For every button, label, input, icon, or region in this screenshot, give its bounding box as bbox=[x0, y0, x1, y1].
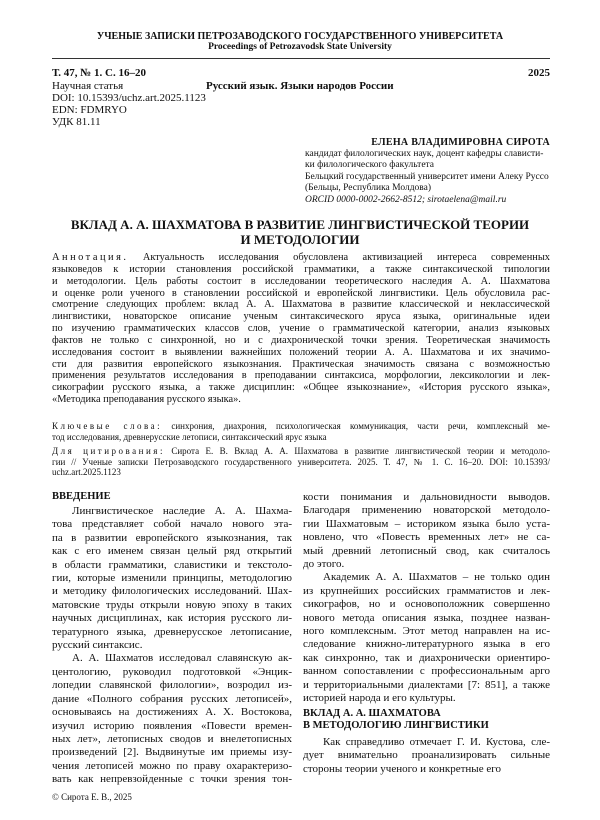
line-text: «Методика преподавания русского языка». bbox=[52, 394, 241, 406]
line-text: сикографии русского языка, а также дисциплин: «Общее языкознание», «История русского языка», bbox=[52, 382, 550, 394]
line-text: гии // Ученые записки Петрозаводского государственного университета. 2025. Т. 47, № 1. С. 16–20. DOI: 10.15393/ bbox=[52, 456, 550, 467]
copyright: © Сирота Е. В., 2025 bbox=[52, 792, 132, 802]
line-text: основываясь на достижениях А. Х. Востокова, bbox=[52, 706, 292, 719]
text-line bbox=[52, 467, 550, 478]
label: Аннотация. bbox=[52, 252, 129, 263]
line-text: ных лет», летописных сводов и внелетописных bbox=[52, 732, 292, 745]
line-text: языковедов к истории становления российской грамматики, а также синтаксической типологии bbox=[52, 263, 550, 275]
line-text: Как справедливо отмечает Г. И. Кустова, сле- bbox=[323, 736, 550, 748]
text-line bbox=[52, 559, 292, 572]
text-line bbox=[52, 518, 292, 531]
line-text: Лингвистическое наследие А. А. Шахма- bbox=[72, 505, 292, 517]
text-line bbox=[52, 652, 292, 665]
line-text: до этого. bbox=[303, 558, 345, 571]
text-line bbox=[52, 252, 550, 264]
text-line bbox=[303, 598, 550, 611]
text-line bbox=[52, 335, 550, 347]
text-line bbox=[303, 558, 550, 571]
line-text: Академик А. А. Шахматов – не только один bbox=[323, 571, 550, 584]
text-line bbox=[52, 572, 292, 585]
doi[interactable]: DOI: 10.15393/uchz.art.2025.1123 bbox=[52, 92, 206, 104]
article-title bbox=[0, 217, 600, 247]
text-line bbox=[52, 457, 550, 468]
line-text: Актуальность исследования обусловлена активизацией интереса современных bbox=[142, 252, 550, 263]
line-text: исследования состоит в выявлении важнейших положений теории А. А. Шахматова и их значимо- bbox=[52, 346, 550, 358]
line-text: стороны теории ученого и конкретные его bbox=[303, 762, 501, 775]
column-right bbox=[303, 491, 550, 706]
affiliation-line: кандидат филологических наук, доцент кафедры слависти- bbox=[305, 149, 544, 159]
section: Русский язык. Языки народов России bbox=[206, 80, 394, 92]
line-text: матовские труды открыли новую эпоху в таких bbox=[52, 598, 292, 611]
volume-info: Т. 47, № 1. С. 16–20 bbox=[52, 67, 146, 79]
line-text: Благодаря применению новаторской методоло- bbox=[303, 504, 550, 517]
author-name: ЕЛЕНА ВЛАДИМИРОВНА СИРОТА bbox=[371, 137, 550, 148]
text-line bbox=[52, 288, 550, 300]
line-text: по изучению грамматических классов слов, учение о грамматической категории, анализ языковых bbox=[52, 323, 550, 335]
line-text: па в развитии европейского языкознания, так bbox=[52, 531, 292, 544]
line-text: научных дисциплинах, как история русского ли- bbox=[52, 612, 292, 625]
title-line: И МЕТОДОЛОГИИ bbox=[240, 232, 360, 247]
line-text: русский синтаксис. bbox=[52, 639, 143, 652]
text-line bbox=[52, 545, 292, 558]
line-text: uchz.art.2025.1123 bbox=[52, 467, 121, 477]
citation bbox=[52, 446, 550, 478]
line-text: ванном сопоставлении с профессиональным арго bbox=[303, 665, 550, 678]
header-rule bbox=[52, 58, 550, 59]
affiliation-line: ки филологического факультета bbox=[305, 160, 435, 171]
text-line bbox=[52, 323, 550, 335]
heading-line: В МЕТОДОЛОГИЮ ЛИНГВИСТИКИ bbox=[303, 720, 489, 731]
line-text: ного комплексным. Этот метод направлен на ис- bbox=[303, 625, 550, 638]
text-line bbox=[52, 505, 292, 518]
line-text: применения результатов исследования в преподавании синтаксиса, морфологии, лексикологии и лек- bbox=[52, 370, 550, 382]
text-line bbox=[52, 760, 292, 773]
line-text: и территориальными диалектами [7: 851], а также bbox=[303, 678, 550, 691]
text-line bbox=[52, 359, 550, 371]
line-text: гии Шахматовым – историком языка было уста- bbox=[303, 517, 550, 530]
text-line bbox=[52, 693, 292, 706]
line-text: тод исследования, древнерусские летописи, синтаксический ярус языка bbox=[52, 431, 327, 442]
line-text: историей народа и его культуры. bbox=[303, 692, 456, 705]
section-heading-contribution bbox=[303, 708, 489, 732]
text-line bbox=[303, 585, 550, 598]
line-text: вать как непревзойденные с точки зрения тон- bbox=[52, 773, 292, 786]
text-line bbox=[303, 571, 550, 584]
text-line bbox=[52, 432, 550, 443]
text-line bbox=[303, 692, 550, 705]
edn: EDN: FDMRYO bbox=[52, 104, 127, 116]
text-line bbox=[303, 625, 550, 638]
text-line bbox=[303, 749, 550, 762]
line-text: и методику филологических исследований. Шах- bbox=[52, 585, 292, 598]
text-line bbox=[303, 652, 550, 665]
line-text: мый древний летописный свод, как считалось bbox=[303, 544, 550, 557]
text-line bbox=[52, 585, 292, 598]
text-line bbox=[52, 370, 550, 382]
affiliation-line: (Бельцы, Республика Молдова) bbox=[305, 183, 432, 194]
text-line bbox=[303, 545, 550, 558]
line-text: гии, которые изменили принципы, методологию bbox=[52, 572, 292, 585]
text-line bbox=[52, 720, 292, 733]
column-left bbox=[52, 505, 292, 787]
line-text: центологию, руководил подготовкой «Энцик- bbox=[52, 665, 292, 678]
line-text: синхрония, диахрония, психологическая коммуникация, части речи, комплексный ме- bbox=[171, 421, 550, 431]
label: Для цитирования: bbox=[52, 446, 165, 456]
text-line bbox=[52, 746, 292, 759]
text-line bbox=[52, 706, 292, 719]
line-text: новлено, что «Повесть временных лет» не са- bbox=[303, 531, 550, 544]
text-line bbox=[52, 639, 292, 652]
line-text: изучил историю появления «Повести времен- bbox=[52, 719, 292, 732]
line-text: нового метода описания языка, позднее назван- bbox=[303, 611, 550, 624]
line-text: сикографов, но и основоположник совершенно bbox=[303, 598, 550, 611]
title-line: ВКЛАД А. А. ШАХМАТОВА В РАЗВИТИЕ ЛИНГВИСТИЧЕСКОЙ ТЕОРИИ bbox=[70, 217, 530, 232]
affiliation-line: Бельцкий государственный университет имени Алеку Руссо bbox=[305, 171, 549, 182]
line-text: кости понимания и дальновидности выводов. bbox=[303, 491, 550, 503]
text-line bbox=[303, 504, 550, 517]
text-line bbox=[303, 736, 550, 749]
column-right-continued bbox=[303, 736, 550, 776]
keywords bbox=[52, 421, 550, 442]
udc: УДК 81.11 bbox=[52, 116, 101, 128]
line-text: произведений [2]. Выдвинутые им приемы изу- bbox=[52, 746, 292, 759]
line-text: сти для развития европейского языкознания. Практическая значимость связана с возможностью bbox=[52, 358, 550, 370]
text-line bbox=[52, 347, 550, 359]
line-text: лопедии славянской филологии», возродил из- bbox=[52, 679, 292, 692]
line-text: смотрение следующих проблем: вклад А. А. Шахматова в развитие классической и неклассической bbox=[52, 299, 550, 311]
orcid-email[interactable]: ORCID 0000-0002-2662-8512; sirotaelena@mail.ru bbox=[305, 194, 507, 205]
line-text: фактов не только с синхронной, но и с диахронической точки зрения. Теоретическая значимость bbox=[52, 334, 550, 346]
text-line bbox=[52, 773, 292, 786]
text-line bbox=[52, 382, 550, 394]
text-line bbox=[52, 612, 292, 625]
text-line bbox=[52, 421, 550, 432]
text-line bbox=[52, 666, 292, 679]
line-text: и оценке роли ученого в становлении российской и европейской лингвистики. Цель обусловила рас- bbox=[52, 287, 550, 299]
text-line bbox=[303, 612, 550, 625]
text-line bbox=[303, 518, 550, 531]
year: 2025 bbox=[528, 67, 550, 79]
line-text: чения летописей можно по праву охарактеризо- bbox=[52, 759, 292, 772]
text-line bbox=[303, 491, 550, 504]
text-line bbox=[52, 733, 292, 746]
text-line bbox=[52, 276, 550, 288]
line-text: и методологии. Цель работы состоит в исследовании теоретического наследия А. А. Шахматова bbox=[52, 275, 550, 287]
text-line bbox=[52, 299, 550, 311]
line-text: как синхронно, так и диахронически ориентиро- bbox=[303, 651, 550, 664]
text-line bbox=[52, 679, 292, 692]
text-line bbox=[52, 626, 292, 639]
line-text: това представляет собой начало нового эта- bbox=[52, 518, 292, 531]
line-text: Сирота Е. В. Вклад А. А. Шахматова в развитие лингвистической теории и методоло- bbox=[171, 446, 550, 456]
journal-subtitle: Proceedings of Petrozavodsk State University bbox=[208, 42, 392, 52]
line-text: следование книжно-литературного языка в его bbox=[303, 638, 550, 651]
line-text: тературного языка, древнерусское летописание, bbox=[52, 625, 292, 638]
text-line bbox=[52, 599, 292, 612]
text-line bbox=[52, 264, 550, 276]
text-line bbox=[52, 394, 550, 406]
author-affiliation bbox=[305, 149, 549, 206]
abstract bbox=[52, 252, 550, 406]
label: Ключевые слова: bbox=[52, 421, 163, 431]
text-line bbox=[303, 531, 550, 544]
journal-title: УЧЕНЫЕ ЗАПИСКИ ПЕТРОЗАВОДСКОГО ГОСУДАРСТВЕННОГО УНИВЕРСИТЕТА bbox=[96, 31, 504, 42]
line-text: из крупнейших российских грамматистов и лек- bbox=[303, 584, 550, 597]
text-line bbox=[303, 679, 550, 692]
line-text: лингвистики, новаторское описание ученым синтаксического яруса языка, оригинальные идеи bbox=[52, 311, 550, 323]
line-text: как с его именем связан целый ряд открытий bbox=[52, 545, 292, 558]
text-line bbox=[303, 638, 550, 651]
text-line bbox=[303, 763, 550, 776]
line-text: дует внимательно проанализировать сильные bbox=[303, 749, 550, 762]
heading-line: ВКЛАД А. А. ШАХМАТОВА bbox=[303, 708, 441, 719]
text-line bbox=[52, 311, 550, 323]
line-text: дание «Полного собрания русских летописей», bbox=[52, 692, 292, 705]
text-line bbox=[52, 446, 550, 457]
section-heading-intro: ВВЕДЕНИЕ bbox=[52, 491, 111, 502]
article-type: Научная статья bbox=[52, 80, 124, 92]
line-text: А. А. Шахматов исследовал славянскую ак- bbox=[72, 652, 292, 665]
text-line bbox=[303, 665, 550, 678]
text-line bbox=[52, 532, 292, 545]
line-text: в области грамматики, славистики и текстоло- bbox=[52, 558, 292, 571]
